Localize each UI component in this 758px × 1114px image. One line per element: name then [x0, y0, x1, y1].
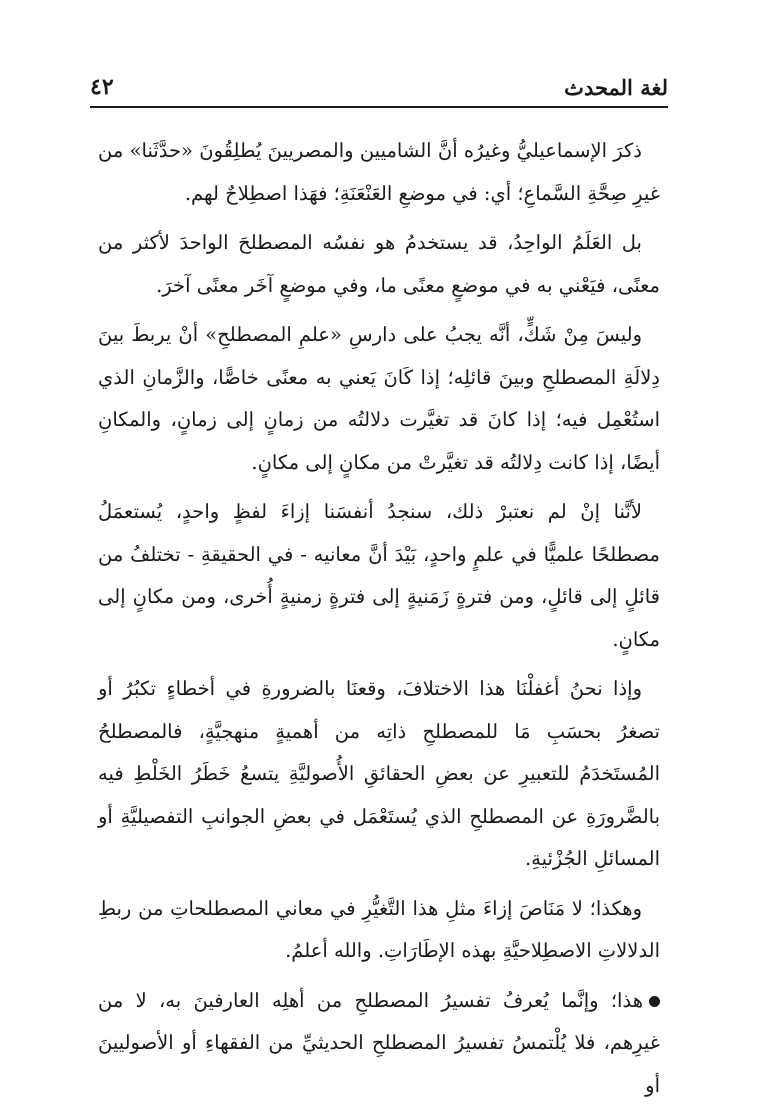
page-header: [90, 60, 668, 108]
bullet-paragraph: [98, 980, 660, 1108]
paragraph: ذكرَ الإسماعيليُّ وغيرُه أنَّ الشاميين والمصريينَ يُطلِقُونَ «حدَّثَنا» من غيرِ صِحَّةِ السَّماعِ؛ أي: في موضعِ العَنْعَنَةِ؛ فهَذا اصطِلاحٌ لهم.: [98, 139, 660, 205]
bullet-icon: [649, 996, 660, 1007]
running-title: لغة المحدث: [564, 75, 668, 100]
bullet-paragraph-text: هذا؛ وإنَّما يُعرفُ تفسيرُ المصطلحِ من أهلِه العارفينَ به، لا من غيرِهم، فلا يُلْتمسُ تفسيرُ المصطلحِ الحديثيِّ من الفقهاءِ أو الأصوليينَ أو: [98, 988, 660, 1097]
page-number: ٤٢: [90, 74, 114, 100]
paragraph: وليسَ مِنْ شَكٍّ، أنَّه يجبُ على دارسِ «علمِ المصطلحِ» أنْ يربطَ بينَ دِلالَةِ المصطلحِ وبينَ قائلِه؛ إذا كَانَ يَعني به معنًى خاصًّا، والزَّمانِ الذي استُعْمِل فيه؛ إذا كانَ قد تغيَّرت دلالتُه من زمانٍ إلى زمانٍ، والمكانِ أيضًا، إذا كانت دِلالتُه قد تغيَّرتْ من مكانٍ إلى مكانٍ.: [98, 323, 660, 474]
page-body: [98, 130, 660, 1114]
paragraph: بل العَلَمُ الواحِدُ، قد يستخدمُ هو نفسُه المصطلحَ الواحدَ لأكثر من معنًى، فيَعْني به في موضعٍ معنًى ما، وفي موضعٍ آخَر معنًى آخرَ.: [98, 231, 660, 297]
paragraph: وهكذا؛ لا مَنَاصَ إزاءَ مثلِ هذا التَّغيُّرِ في معاني المصطلحاتِ من ربطِ الدلالاتِ الاصطِلاحيَّةِ بهذه الإطَارَاتِ. والله أعلمُ.: [98, 896, 660, 962]
paragraph: وإذا نحنُ أغفلْنَا هذا الاختلافَ، وقعنَا بالضرورةِ في أخطاءٍ تكبُرُ أو تصغرُ بحسَبِ مَا للمصطلحِ ذاتِه من أهميةٍ منهجيَّةٍ، فالمصطلحُ المُستَخدَمُ للتعبيرِ عن بعضِ الحقائقِ الأُصوليَّةِ يتسعُ خَطَرُ الخَلْطِ فيه بالضَّرورَةِ عن المصطلحِ الذي يُستَعْمَل في بعضِ الجوانبِ التفصيليَّةِ أو المسائلِ الجُزْئيةِ.: [98, 677, 660, 870]
paragraph: لأنَّنا إنْ لم نعتبرْ ذلك، سنجدُ أنفسَنا إزاءَ لفظٍ واحدٍ، يُستعمَلُ مصطلحًا علميًّا في علمٍ واحدٍ، بَيْدَ أنَّ معانيه - في الحقيقةِ - تختلفُ من قائلٍ إلى قائلٍ، ومن فترةٍ زَمَنيةٍ إلى فترةٍ زمنيةٍ أُخرى، ومن مكانٍ إلى مكانٍ.: [98, 500, 660, 651]
